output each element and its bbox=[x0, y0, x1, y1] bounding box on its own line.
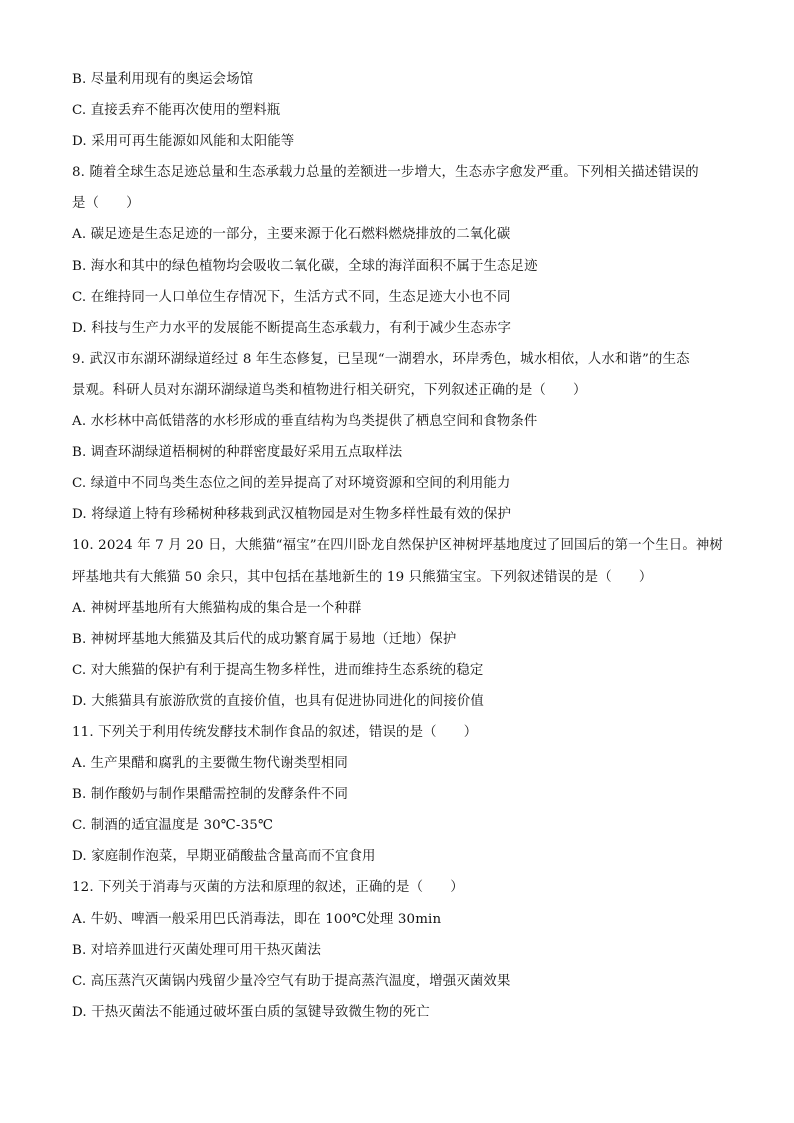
option-line: C. 高压蒸汽灭菌锅内残留少量冷空气有助于提高蒸汽温度，增强灭菌效果 bbox=[72, 973, 511, 989]
option-line: D. 大熊猫具有旅游欣赏的直接价值，也具有促进协同进化的间接价值 bbox=[72, 693, 484, 709]
option-line: C. 制酒的适宜温度是 30℃-35℃ bbox=[72, 818, 274, 834]
question-stem: 12. 下列关于消毒与灭菌的方法和原理的叙述，正确的是（ ） bbox=[72, 880, 464, 896]
option-line: C. 在维持同一人口单位生存情况下，生活方式不同，生态足迹大小也不同 bbox=[72, 289, 511, 305]
option-line: B. 神树坪基地大熊猫及其后代的成功繁育属于易地（迁地）保护 bbox=[72, 631, 457, 647]
option-line: B. 制作酸奶与制作果醋需控制的发酵条件不同 bbox=[72, 787, 349, 803]
question-stem: 坪基地共有大熊猫 50 余只，其中包括在基地新生的 19 只熊猫宝宝。下列叙述错误的是（ ） bbox=[72, 569, 653, 585]
option-line: D. 科技与生产力水平的发展能不断提高生态承载力，有利于减少生态赤字 bbox=[72, 320, 511, 336]
question-text bbox=[72, 64, 732, 1028]
option-line: A. 牛奶、啤酒一般采用巴氏消毒法，即在 100℃处理 30min bbox=[72, 911, 442, 927]
option-line: D. 干热灭菌法不能通过破坏蛋白质的氢键导致微生物的死亡 bbox=[72, 1004, 430, 1020]
option-line: C. 绿道中不同鸟类生态位之间的差异提高了对环境资源和空间的利用能力 bbox=[72, 476, 511, 492]
option-line: D. 采用可再生能源如风能和太阳能等 bbox=[72, 134, 295, 150]
question-stem: 9. 武汉市东湖环湖绿道经过 8 年生态修复，已呈现“一湖碧水，环岸秀色，城水相依，人水和谐”的生态 bbox=[72, 351, 690, 367]
option-line: B. 对培养皿进行灭菌处理可用干热灭菌法 bbox=[72, 942, 321, 958]
option-line: D. 家庭制作泡菜，早期亚硝酸盐含量高而不宜食用 bbox=[72, 849, 376, 865]
option-line: B. 调查环湖绿道梧桐树的种群密度最好采用五点取样法 bbox=[72, 445, 403, 461]
option-line: A. 神树坪基地所有大熊猫构成的集合是一个种群 bbox=[72, 600, 362, 616]
question-stem: 11. 下列关于利用传统发酵技术制作食品的叙述，错误的是（ ） bbox=[72, 724, 478, 740]
question-stem: 10. 2024 年 7 月 20 日，大熊猫“福宝”在四川卧龙自然保护区神树坪基地度过了回国后的第一个生日。神树 bbox=[72, 538, 723, 554]
option-line: C. 对大熊猫的保护有利于提高生物多样性，进而维持生态系统的稳定 bbox=[72, 662, 484, 678]
option-line: A. 生产果醋和腐乳的主要微生物代谢类型相同 bbox=[72, 756, 348, 772]
option-line: B. 尽量利用现有的奥运会场馆 bbox=[72, 72, 254, 87]
question-stem: 8. 随着全球生态足迹总量和生态承载力总量的差额进一步增大，生态赤字愈发严重。下列相关描述错误的 bbox=[72, 165, 699, 181]
question-stem: 是（ ） bbox=[72, 196, 140, 212]
option-line: C. 直接丢弃不能再次使用的塑料瓶 bbox=[72, 103, 281, 119]
option-line: B. 海水和其中的绿色植物均会吸收二氧化碳，全球的海洋面积不属于生态足迹 bbox=[72, 258, 538, 274]
option-line: A. 碳足迹是生态足迹的一部分，主要来源于化石燃料燃烧排放的二氧化碳 bbox=[72, 227, 511, 243]
option-line: A. 水杉林中高低错落的水杉形成的垂直结构为鸟类提供了栖息空间和食物条件 bbox=[72, 414, 538, 430]
question-stem: 景观。科研人员对东湖环湖绿道鸟类和植物进行相关研究，下列叙述正确的是（ ） bbox=[72, 382, 587, 398]
option-line: D. 将绿道上特有珍稀树种移栽到武汉植物园是对生物多样性最有效的保护 bbox=[72, 507, 511, 523]
